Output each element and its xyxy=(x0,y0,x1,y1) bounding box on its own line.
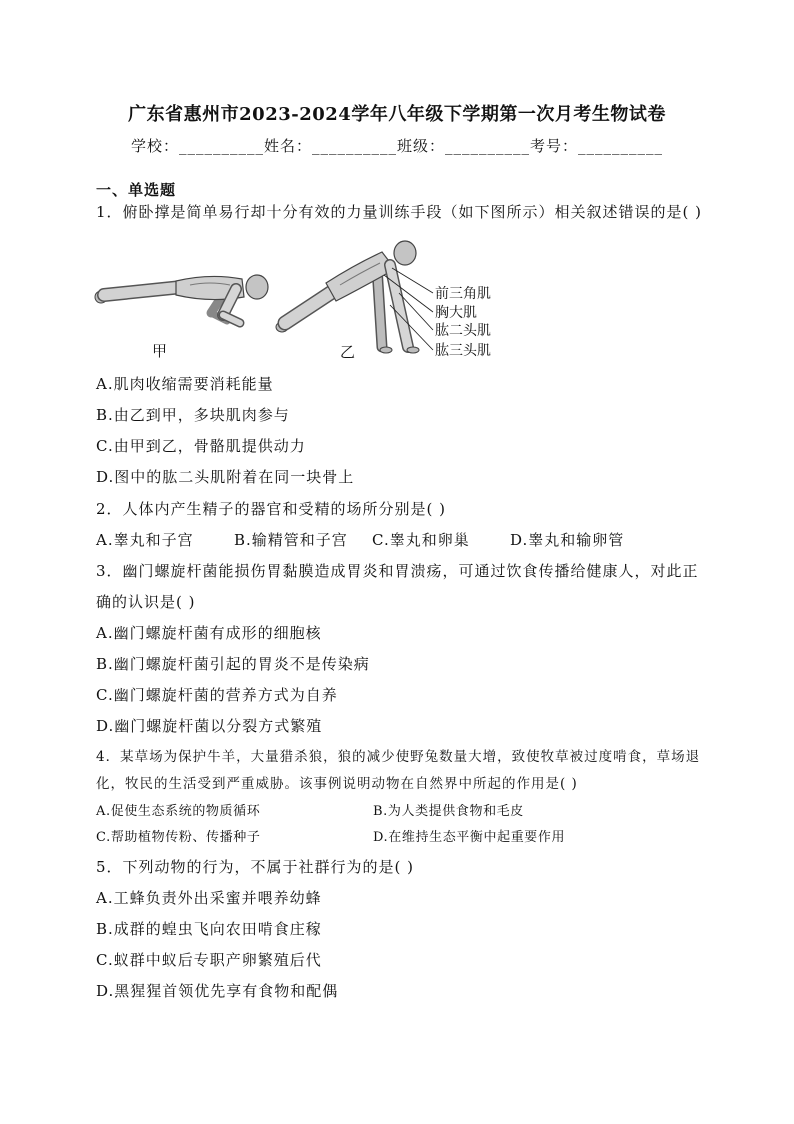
question-4-option-d: D.在维持生态平衡中起重要作用 xyxy=(373,830,566,845)
question-2-options xyxy=(96,525,648,556)
question-5-option-c: C.蚁群中蚁后专职产卵繁殖后代 xyxy=(96,951,322,969)
field-school xyxy=(131,137,264,155)
question-4-option-c: C.帮助植物传粉、传播种子 xyxy=(96,830,261,845)
figure-b-back-hand xyxy=(380,347,392,353)
question-4-option-b: B.为人类提供食物和毛皮 xyxy=(373,804,524,819)
question-4-options-row-1 xyxy=(96,799,650,825)
field-name-blank: __________ xyxy=(312,137,397,155)
question-1-options xyxy=(96,369,354,493)
field-class-label: 班级： xyxy=(397,137,446,155)
pushup-figure-b xyxy=(276,241,491,361)
field-exam-number xyxy=(530,137,663,155)
student-info-fields xyxy=(0,134,794,158)
exam-title: 广东省惠州市2023-2024学年八年级下学期第一次月考生物试卷 xyxy=(128,104,666,125)
field-exam-number-label: 考号： xyxy=(530,137,579,155)
question-4-options-row-2 xyxy=(96,825,650,851)
figure-b-legs xyxy=(285,290,335,323)
figure-b-label: 乙 xyxy=(340,343,356,361)
question-3-stem: 3．幽门螺旋杆菌能损伤胃黏膜造成胃炎和胃溃疡，可通过饮食传播给健康人，对此正确的认识是( ) xyxy=(96,562,699,611)
pushup-figure xyxy=(90,235,510,365)
question-3-option-a: A.幽门螺旋杆菌有成形的细胞核 xyxy=(96,624,322,642)
field-name xyxy=(264,137,397,155)
field-class xyxy=(397,137,530,155)
figure-b-torso xyxy=(326,252,395,301)
question-4-option-a: A.促使生态系统的物质循环 xyxy=(96,804,261,819)
question-3-option-c: C.幽门螺旋杆菌的营养方式为自养 xyxy=(96,686,338,704)
figure-b-front-arm xyxy=(390,265,408,347)
question-5-options xyxy=(96,883,338,1007)
label-triceps: 肱三头肌 xyxy=(435,343,491,359)
figure-a-label: 甲 xyxy=(152,342,168,360)
question-1-stem: 1．俯卧撑是简单易行却十分有效的力量训练手段（如下图所示）相关叙述错误的是( ) xyxy=(96,203,703,221)
pushup-figure-a xyxy=(95,275,268,360)
question-1-option-c: C.由甲到乙，骨骼肌提供动力 xyxy=(96,437,306,455)
question-5-option-d: D.黑猩猩首领优先享有食物和配偶 xyxy=(96,982,339,1000)
question-3-option-b: B.幽门螺旋杆菌引起的胃炎不是传染病 xyxy=(96,655,370,673)
question-5-option-b: B.成群的蝗虫飞向农田啃食庄稼 xyxy=(96,920,322,938)
figure-b-head xyxy=(394,241,416,265)
question-5-option-a: A.工蜂负责外出采蜜并喂养幼蜂 xyxy=(96,889,322,907)
label-anterior-deltoid: 前三角肌 xyxy=(435,286,491,302)
question-5-stem: 5．下列动物的行为，不属于社群行为的是( ) xyxy=(96,858,415,876)
question-3-option-d: D.幽门螺旋杆菌以分裂方式繁殖 xyxy=(96,717,323,735)
figure-a-head xyxy=(246,275,268,299)
question-1-option-a: A.肌肉收缩需要消耗能量 xyxy=(96,375,274,393)
label-biceps: 肱二头肌 xyxy=(435,323,491,339)
question-1-option-d: D.图中的肱二头肌附着在同一块骨上 xyxy=(96,468,355,486)
field-name-label: 姓名： xyxy=(263,137,312,155)
question-2-option-c: C.睾丸和卵巢 xyxy=(372,531,470,549)
question-2-option-b: B.输精管和子宫 xyxy=(234,531,348,549)
question-2-option-d: D.睾丸和输卵管 xyxy=(510,531,625,549)
field-school-blank: __________ xyxy=(178,137,264,155)
label-pectoralis-major: 胸大肌 xyxy=(435,305,477,321)
section-title: 一、单选题 xyxy=(96,181,177,199)
question-2-stem: 2．人体内产生精子的器官和受精的场所分别是( ) xyxy=(96,500,447,518)
field-exam-number-blank: __________ xyxy=(578,137,664,155)
question-2-option-a: A.睾丸和子宫 xyxy=(96,531,194,549)
field-class-blank: __________ xyxy=(445,137,531,155)
question-3-options xyxy=(96,618,370,742)
figure-b-front-hand xyxy=(407,347,419,353)
question-1-option-b: B.由乙到甲，多块肌肉参与 xyxy=(96,406,290,424)
question-4-options xyxy=(96,799,650,851)
question-4-stem: 4．某草场为保护牛羊，大量猎杀狼，狼的减少使野兔数量大增，致使牧草被过度啃食，草场退化，牧民的生活受到严重威胁。该事例说明动物在自然界中所起的作用是( ) xyxy=(96,749,701,792)
field-school-label: 学校： xyxy=(130,137,179,155)
